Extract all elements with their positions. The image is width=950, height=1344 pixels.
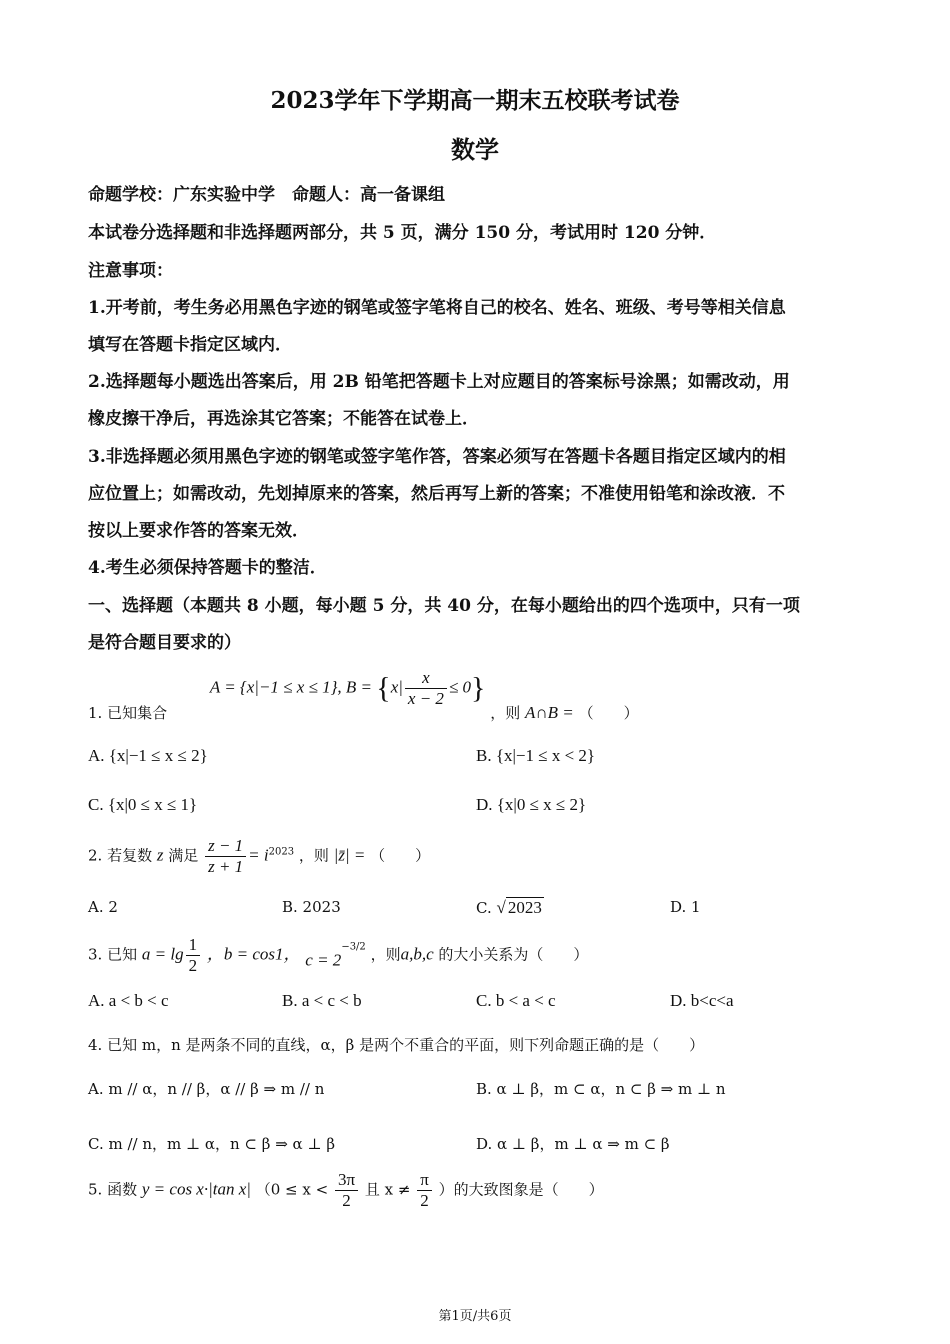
q5-cond-mid: 且 x ≠ bbox=[364, 1180, 411, 1199]
q4-option-c[interactable]: C. m // n，m ⊥ α，n ⊂ β ⇒ α ⊥ β bbox=[88, 1135, 335, 1153]
q3-suffix: ，则 bbox=[370, 945, 401, 964]
subject-title: 数学 bbox=[451, 135, 499, 164]
question-3 bbox=[88, 935, 588, 976]
q1-set-a: A = {x|−1 ≤ x ≤ 1}, B = bbox=[209, 677, 377, 697]
exam-title: 2023学年下学期高一期末五校联考试卷 bbox=[270, 87, 680, 114]
q5-num1: 3π bbox=[335, 1170, 358, 1191]
q3-a-num: 1 bbox=[186, 935, 201, 956]
q1-option-a[interactable]: A. {x|−1 ≤ x ≤ 2} bbox=[88, 746, 208, 765]
q1-suffix: ，则 bbox=[490, 704, 521, 722]
q1-prefix: 1. 已知集合 bbox=[88, 704, 168, 722]
note-line: 4.考生必须保持答题卡的整洁． bbox=[88, 558, 327, 578]
q1-option-c[interactable]: C. {x|0 ≤ x ≤ 1} bbox=[88, 795, 198, 814]
q2-frac-den: z + 1 bbox=[208, 857, 244, 876]
q1-fraction bbox=[405, 668, 447, 709]
q3-ask: 的大小关系为（ ） bbox=[438, 945, 589, 964]
q5-fraction-2 bbox=[417, 1170, 432, 1211]
q2-eq: = i bbox=[248, 845, 269, 865]
q2-exp: 2023 bbox=[268, 846, 295, 858]
q5-den2: 2 bbox=[420, 1191, 429, 1210]
q2-option-c[interactable]: C. √ 2023 bbox=[476, 898, 542, 917]
q2-option-b[interactable]: B. 2023 bbox=[282, 898, 341, 916]
q3-option-c[interactable]: C. b < a < c bbox=[476, 991, 556, 1010]
q3-a-fraction bbox=[186, 935, 201, 976]
q5-den1: 2 bbox=[342, 1191, 351, 1210]
author-line: 命题学校：广东实验中学 命题人：高一备课组 bbox=[88, 185, 445, 205]
q2-prefix: 2. 若复数 bbox=[88, 846, 153, 865]
q1-set-b-post: ≤ 0 bbox=[448, 677, 472, 697]
q3-a-den: 2 bbox=[188, 956, 198, 975]
q1-paren: （ ） bbox=[578, 704, 639, 722]
page-number: 第1页/共6页 bbox=[438, 1309, 512, 1324]
question-4: 4. 已知 m，n 是两条不同的直线，α，β 是两个不重合的平面，则下列命题正确的是（ ） bbox=[88, 1036, 705, 1054]
q1-option-d[interactable]: D. {x|0 ≤ x ≤ 2} bbox=[476, 795, 587, 814]
q1-frac-num: x bbox=[405, 668, 447, 689]
q5-fraction-1 bbox=[335, 1170, 358, 1211]
note-line: 填写在答题卡指定区域内． bbox=[88, 335, 292, 355]
note-line: 应位置上；如需改动，先划掉原来的答案，然后再写上新的答案；不准使用铅笔和涂改液．不 bbox=[88, 484, 785, 504]
q3-c-pre: c = 2 bbox=[305, 950, 342, 970]
q5-cond-pre: （0 ≤ x < bbox=[255, 1180, 329, 1199]
q2-abs: |z̄| = bbox=[333, 845, 366, 865]
exam-summary: 本试卷分选择题和非选择题两部分，共 5 页，满分 150 分，考试用时 120 分钟． bbox=[88, 223, 717, 243]
q2-paren: （ ） bbox=[370, 846, 431, 865]
q5-prefix: 5. 函数 bbox=[88, 1180, 138, 1199]
note-line: 3.非选择题必须用黑色字迹的钢笔或签字笔作答，答案必须写在答题卡各题目指定区域内的相 bbox=[88, 447, 786, 467]
q3-prefix: 3. 已知 bbox=[88, 945, 138, 964]
q2-option-c-sqrt: 2023 bbox=[507, 898, 542, 917]
note-line: 1.开考前，考生务必用黑色字迹的钢笔或签字笔将自己的校名、姓名、班级、考号等相关信息 bbox=[88, 298, 786, 318]
q1-option-b[interactable]: B. {x|−1 ≤ x < 2} bbox=[476, 746, 596, 765]
q3-b: ，b = cos1， bbox=[206, 944, 301, 964]
q3-option-d[interactable]: D. b<c<a bbox=[670, 991, 734, 1010]
note-line: 2.选择题每小题选出答案后，用 2B 铅笔把答题卡上对应题目的答案标号涂黑；如需改动，用 bbox=[88, 372, 790, 392]
q3-a-pre: a = lg bbox=[141, 944, 184, 964]
q3-vars: a,b,c bbox=[400, 944, 434, 964]
section-heading: 一、选择题（本题共 8 小题，每小题 5 分，共 40 分，在每小题给出的四个选项中，只有一项 bbox=[88, 596, 800, 616]
q2-fraction bbox=[205, 836, 246, 877]
q2-frac-num: z − 1 bbox=[205, 836, 246, 857]
notes-heading: 注意事项： bbox=[88, 261, 173, 281]
q5-suffix: ）的大致图象是（ ） bbox=[438, 1180, 604, 1199]
q2-var: z bbox=[156, 845, 164, 865]
q4-option-a[interactable]: A. m // α，n // β，α // β ⇒ m // n bbox=[88, 1080, 325, 1098]
q3-c-exp: −3/2 bbox=[341, 941, 366, 953]
q1-ask: A∩B = bbox=[525, 703, 574, 722]
q1-sets: A = {x|−1 ≤ x ≤ 1}, B = {x| $\frac{x}{x - 2}$ ≤ 0} bbox=[209, 668, 486, 708]
q1-set-b-pre: x| bbox=[390, 677, 403, 697]
q2-option-c-label: C. bbox=[476, 899, 492, 917]
q2-suffix: ，则 bbox=[298, 846, 329, 865]
q2-option-a[interactable]: A. 2 bbox=[88, 898, 118, 916]
q4-option-d[interactable]: D. α ⊥ β，m ⊥ α ⇒ m ⊂ β bbox=[476, 1135, 670, 1153]
q4-option-b[interactable]: B. α ⊥ β，m ⊂ α，n ⊂ β ⇒ m ⊥ n bbox=[476, 1080, 726, 1098]
question-5 bbox=[88, 1170, 604, 1211]
question-1 bbox=[88, 668, 639, 723]
q5-num2: π bbox=[417, 1170, 432, 1191]
q3-option-b[interactable]: B. a < c < b bbox=[282, 991, 362, 1010]
q3-option-a[interactable]: A. a < b < c bbox=[88, 991, 169, 1010]
note-line: 橡皮擦干净后，再选涂其它答案；不能答在试卷上． bbox=[88, 409, 479, 429]
note-line: 按以上要求作答的答案无效． bbox=[88, 521, 309, 541]
q1-frac-den: x − 2 bbox=[407, 689, 444, 708]
q2-mid: 满足 bbox=[168, 846, 199, 865]
q5-func: y = cos x·|tan x| bbox=[141, 1179, 251, 1199]
question-2 bbox=[88, 836, 430, 877]
q2-option-d[interactable]: D. 1 bbox=[670, 898, 701, 916]
section-heading-cont: 是符合题目要求的） bbox=[88, 633, 241, 653]
